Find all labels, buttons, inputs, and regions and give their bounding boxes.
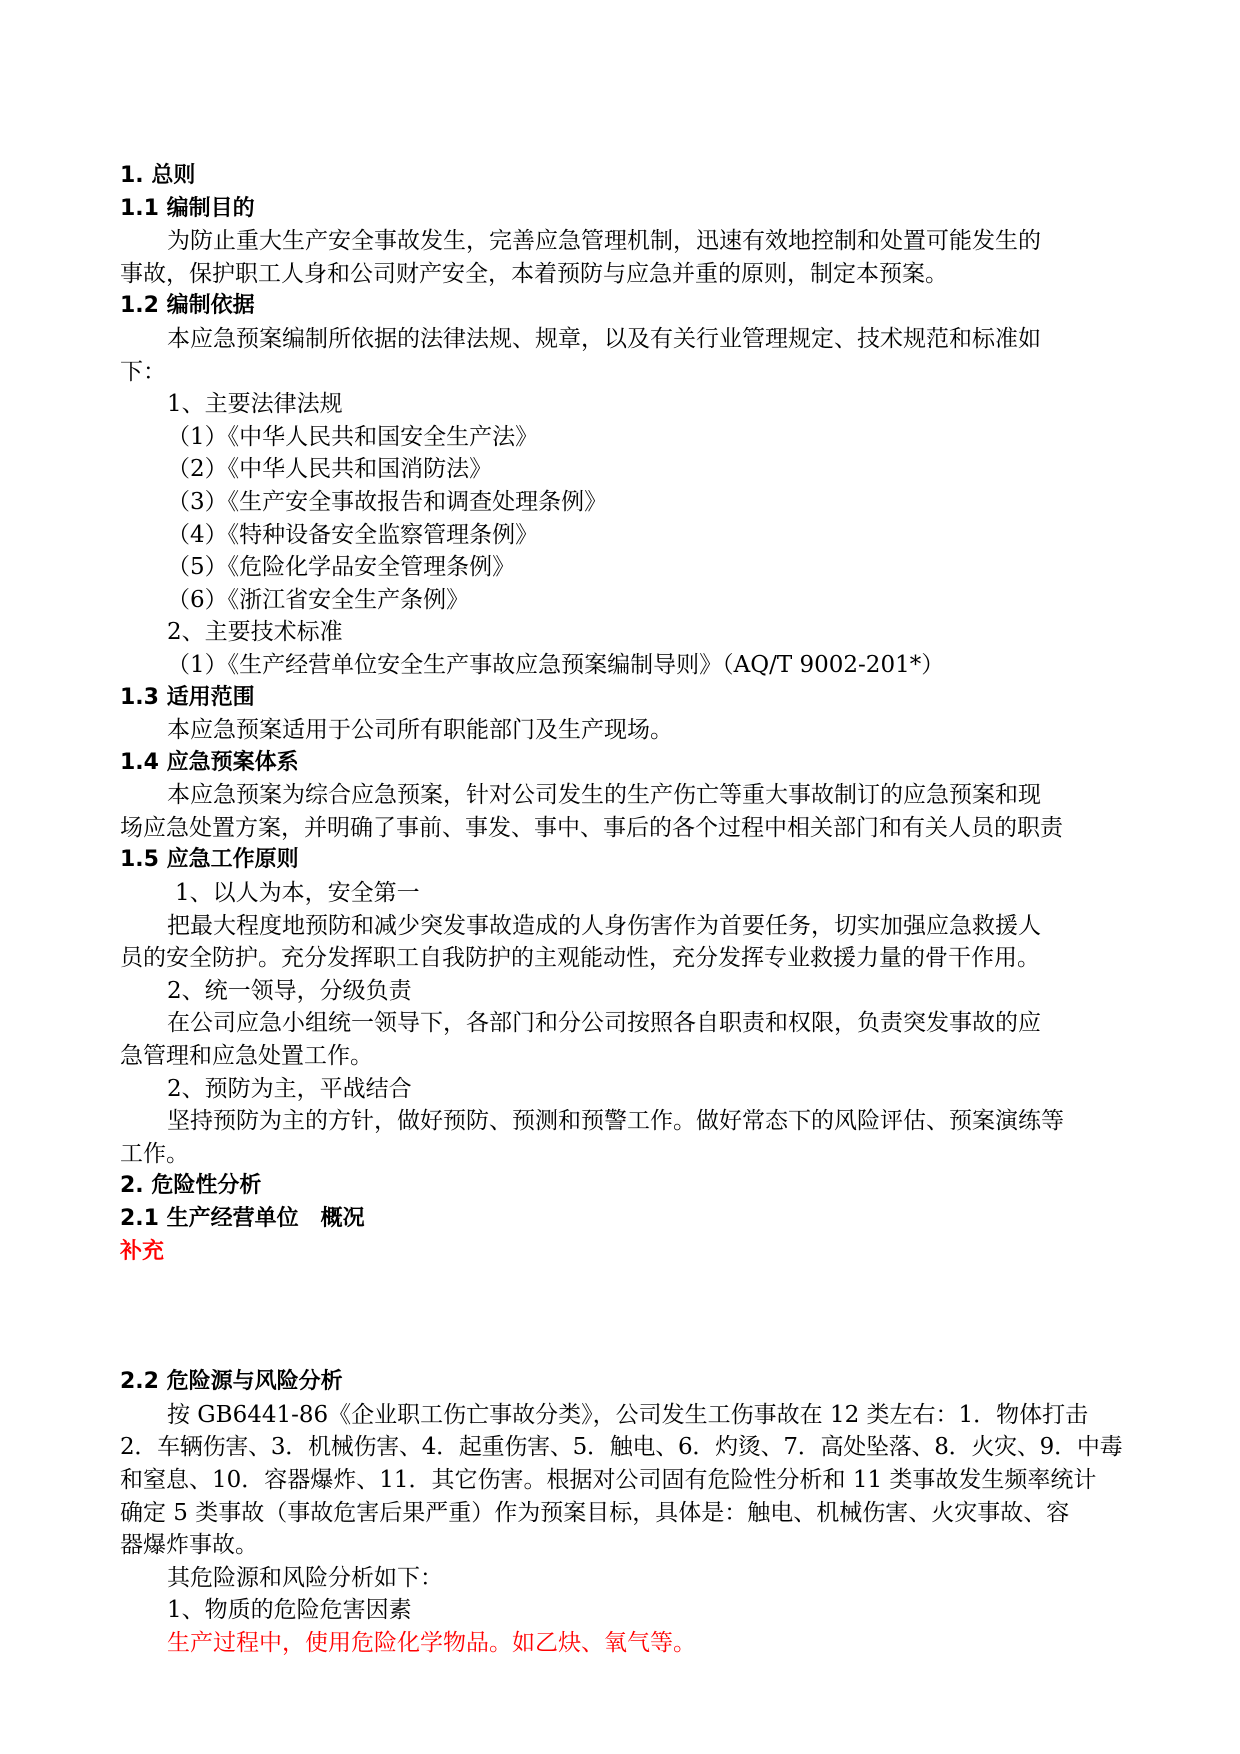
paragraph-line: 器爆炸事故。 — [120, 1532, 258, 1559]
paragraph-line: 事故，保护职工人身和公司财产安全，本着预防与应急并重的原则，制定本预案。 — [120, 260, 948, 287]
supplement-note: 补充 — [120, 1238, 165, 1264]
list-item-law: （3）《生产安全事故报告和调查处理条例》 — [167, 488, 608, 515]
list-item-law: （1）《中华人民共和国安全生产法》 — [167, 423, 539, 450]
paragraph-line: 工作。 — [120, 1140, 189, 1167]
principle-title: 2、预防为主，平战结合 — [167, 1075, 412, 1102]
paragraph-line: 本应急预案为综合应急预案，针对公司发生的生产伤亡等重大事故制订的应急预案和现 — [167, 782, 1041, 809]
section-1-1-heading: 1.1 编制目的 — [120, 195, 255, 221]
paragraph-line: 在公司应急小组统一领导下，各部门和分公司按照各自职责和权限，负责突发事故的应 — [167, 1010, 1041, 1037]
paragraph-line: 按 GB6441-86《企业职工伤亡事故分类》，公司发生工伤事故在 12 类左右：1．物体打击 — [167, 1401, 1089, 1428]
list-item-law: （4）《特种设备安全监察管理条例》 — [167, 521, 539, 548]
paragraph-line: 把最大程度地预防和减少突发事故造成的人身伤害作为首要任务，切实加强应急救援人 — [167, 912, 1041, 939]
paragraph-line: 员的安全防护。充分发挥职工自我防护的主观能动性，充分发挥专业救援力量的骨干作用。 — [120, 945, 1040, 972]
list-item-standard: （1）《生产经营单位安全生产事故应急预案编制导则》（AQ/T 9002-201*） — [167, 651, 945, 678]
paragraph-line: 坚持预防为主的方针，做好预防、预测和预警工作。做好常态下的风险评估、预案演练等 — [167, 1108, 1064, 1135]
list-item-hazard: 1、物质的危险危害因素 — [167, 1597, 412, 1624]
section-1-5-heading: 1.5 应急工作原则 — [120, 847, 299, 873]
section-2-1-heading: 2.1 生产经营单位 概况 — [120, 1206, 365, 1231]
paragraph-line: 其危险源和风险分析如下： — [167, 1564, 443, 1591]
paragraph-line: 本应急预案编制所依据的法律法规、规章，以及有关行业管理规定、技术规范和标准如 — [167, 325, 1041, 352]
section-2-heading: 2. 危险性分析 — [120, 1173, 262, 1199]
list-item-law: （6）《浙江省安全生产条例》 — [167, 586, 470, 613]
paragraph-line: 和窒息、10．容器爆炸、11．其它伤害。根据对公司固有危险性分析和 11 类事故发生频率统计 — [120, 1466, 1097, 1493]
list-title-standards: 2、主要技术标准 — [167, 619, 343, 646]
principle-title: 2、统一领导，分级负责 — [167, 977, 412, 1004]
section-1-heading: 1. 总则 — [120, 163, 196, 188]
paragraph-line: 确定 5 类事故（事故危害后果严重）作为预案目标，具体是：触电、机械伤害、火灾事故、容 — [120, 1499, 1070, 1526]
section-2-2-heading: 2.2 危险源与风险分析 — [120, 1369, 343, 1395]
paragraph-line: 下： — [120, 358, 166, 385]
section-1-2-heading: 1.2 编制依据 — [120, 293, 255, 319]
paragraph-line: 本应急预案适用于公司所有职能部门及生产现场。 — [167, 717, 673, 744]
hazard-note: 生产过程中，使用危险化学物品。如乙炔、氧气等。 — [167, 1629, 696, 1656]
paragraph-line: 为防止重大生产安全事故发生，完善应急管理机制，迅速有效地控制和处置可能发生的 — [167, 228, 1041, 255]
paragraph-line: 急管理和应急处置工作。 — [120, 1043, 373, 1070]
list-item-law: （5）《危险化学品安全管理条例》 — [167, 554, 516, 581]
blank-space — [120, 1268, 1130, 1366]
section-1-4-heading: 1.4 应急预案体系 — [120, 749, 299, 775]
principle-title: 1、以人为本，安全第一 — [175, 880, 420, 907]
document-page — [120, 160, 1130, 1660]
list-item-law: （2）《中华人民共和国消防法》 — [167, 456, 493, 483]
list-title-laws: 1、主要法律法规 — [167, 391, 343, 418]
paragraph-line: 2．车辆伤害、3．机械伤害、4．起重伤害、5．触电、6．灼烫、7．高处坠落、8．火灾、9．中毒 — [120, 1434, 1123, 1461]
paragraph-line: 场应急处置方案，并明确了事前、事发、事中、事后的各个过程中相关部门和有关人员的职责 — [120, 814, 1063, 841]
section-1-3-heading: 1.3 适用范围 — [120, 684, 255, 710]
